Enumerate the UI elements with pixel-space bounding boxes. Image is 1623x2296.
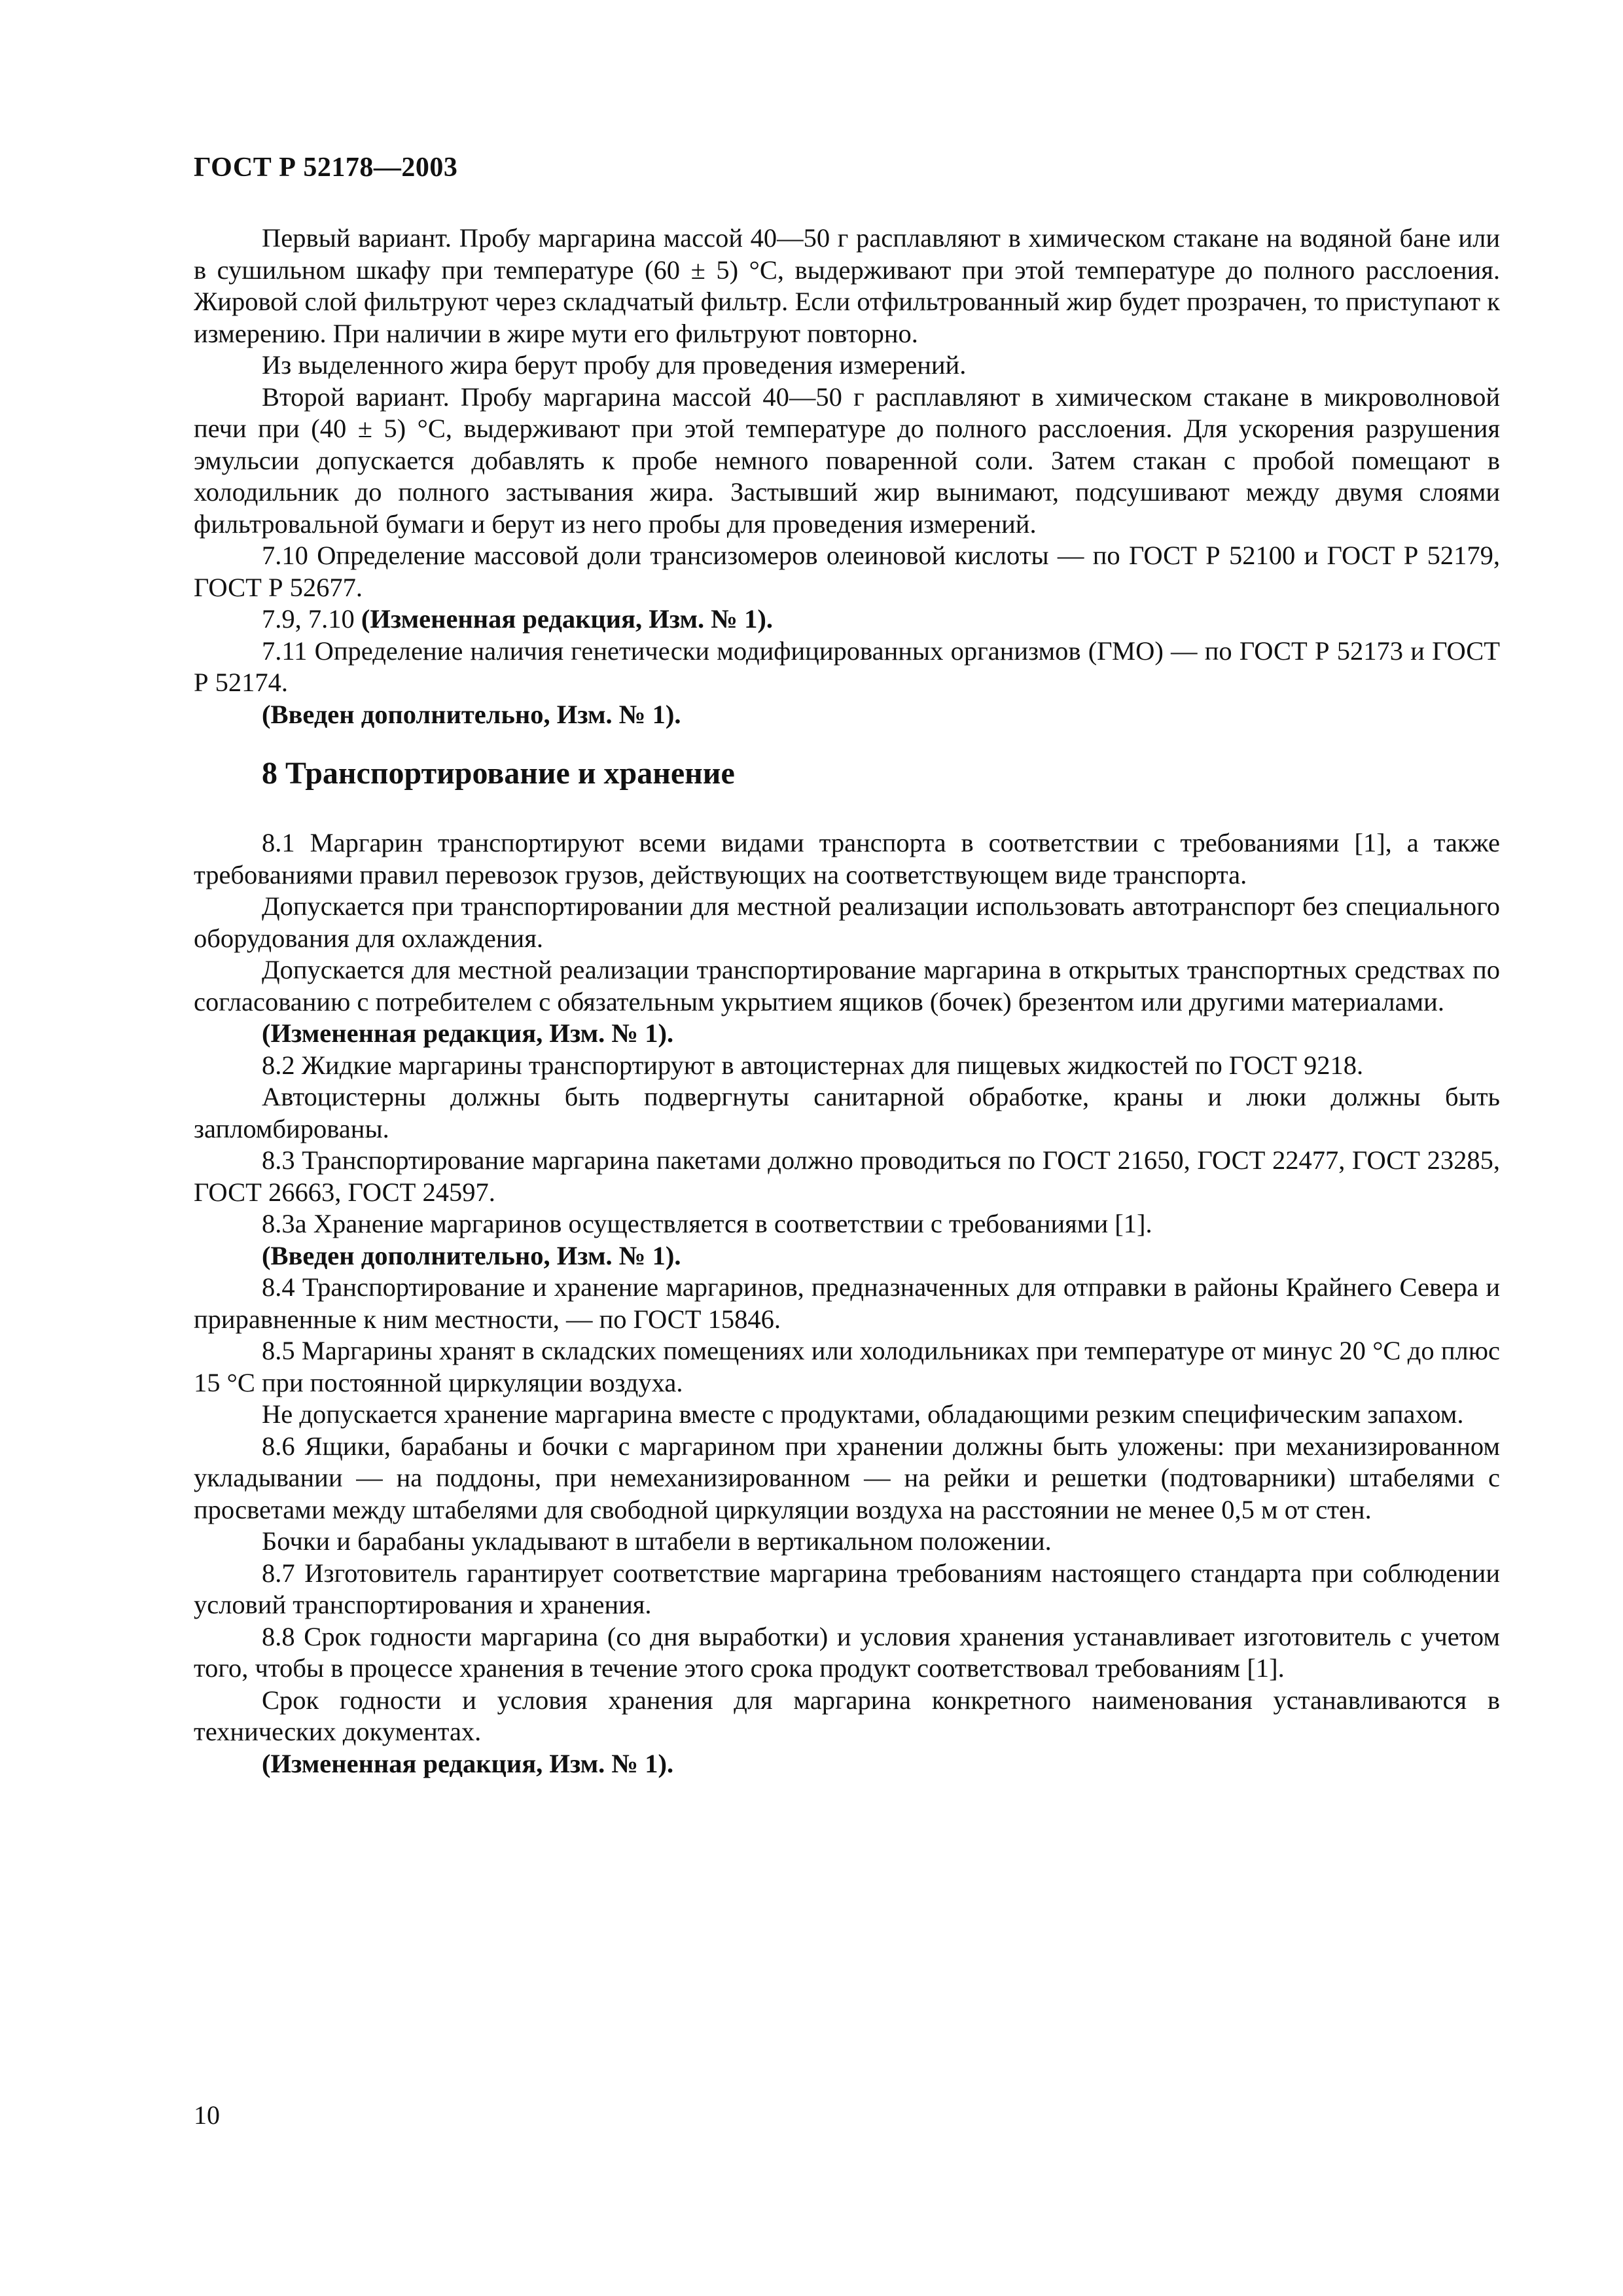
amendment-note-bold: (Измененная редакция, Изм. № 1). (361, 604, 773, 634)
paragraph-first-variant: Первый вариант. Пробу маргарина массой 40—50 г расплавляют в химическом стакане на водяной бане или в сушильном шкафу при температуре (60 ± 5) °С, выдерживают при этой температуре до полного расслоения. Жировой слой фильтруют через складчатый фильтр. Если отфильтрованный жир будет прозрачен, то приступают к измерению. При наличии в жире мути его фильтруют повторно. (194, 223, 1500, 348)
paragraph-8-6: 8.6 Ящики, барабаны и бочки с маргарином при хранении должны быть уложены: при механизированном укладывании — на поддоны, при немеханизированном — на рейки и решетки (подтоварники) штабелями с просветами между штабелями для свободной циркуляции воздуха на расстоянии не менее 0,5 м от стен. (194, 1431, 1500, 1524)
paragraph-8-8-shelf-life: Срок годности и условия хранения для маргарина конкретного наименования устанавливаются в технических документах. (194, 1685, 1500, 1746)
document-header: ГОСТ Р 52178—2003 (194, 152, 458, 183)
paragraph-8-3: 8.3 Транспортирование маргарина пакетами должно проводиться по ГОСТ 21650, ГОСТ 22477, ГОСТ 23285, ГОСТ 26663, ГОСТ 24597. (194, 1145, 1500, 1207)
paragraph-8-3a: 8.3а Хранение маргаринов осуществляется в соответствии с требованиями [1]. (262, 1209, 1152, 1238)
amendment-note-8-1: (Измененная редакция, Изм. № 1). (262, 1018, 674, 1048)
document-body (194, 223, 1500, 1780)
paragraph-sample-taking: Из выделенного жира берут пробу для проведения измерений. (262, 350, 967, 380)
paragraph-8-8: 8.8 Срок годности маргарина (со дня выработки) и условия хранения устанавливает изготовитель с учетом того, чтобы в процессе хранения в течение этого срока продукт соответствовал требованиям [1]. (194, 1621, 1500, 1683)
paragraph-8-6-barrels: Бочки и барабаны укладывают в штабели в вертикальном положении. (262, 1526, 1052, 1556)
section-8-title: 8 Транспортирование и хранение (262, 756, 735, 791)
amendment-note-8-3a: (Введен дополнительно, Изм. № 1). (262, 1240, 681, 1270)
amendment-note-prefix: 7.9, 7.10 (262, 604, 361, 634)
paragraph-8-1-open-transport: Допускается для местной реализации транспортирование маргарина в открытых транспортных средствах по согласованию с потребителем с обязательным укрытием ящиков (бочек) брезентом или другими материалами. (194, 955, 1500, 1016)
paragraph-8-1-local: Допускается при транспортировании для местной реализации использовать автотранспорт без специального оборудования для охлаждения. (194, 891, 1500, 953)
paragraph-7-10: 7.10 Определение массовой доли трансизомеров олеиновой кислоты — по ГОСТ Р 52100 и ГОСТ Р 52179, ГОСТ Р 52677. (194, 541, 1500, 602)
paragraph-8-2-tankers: Автоцистерны должны быть подвергнуты санитарной обработке, краны и люки должны быть запломбированы. (194, 1082, 1500, 1143)
paragraph-8-4: 8.4 Транспортирование и хранение маргаринов, предназначенных для отправки в районы Крайнего Севера и приравненные к ним местности, — по ГОСТ 15846. (194, 1272, 1500, 1334)
amendment-note-7-9 (194, 603, 1500, 636)
paragraph-7-11: 7.11 Определение наличия генетически модифицированных организмов (ГМО) — по ГОСТ Р 52173 и ГОСТ Р 52174. (194, 636, 1500, 697)
paragraph-second-variant: Второй вариант. Пробу маргарина массой 40—50 г расплавляют в химическом стакане в микроволновой печи при (40 ± 5) °С, выдерживают при этой температуре до полного расслоения. Для ускорения разрушения эмульсии допускается добавлять к пробе немного поваренной соли. Затем стакан с пробой помещают в холодильник до полного застывания жира. Застывший жир вынимают, подсушивают между двумя слоями фильтровальной бумаги и берут из него пробы для проведения измерений. (194, 382, 1500, 539)
amendment-note-7-11: (Введен дополнительно, Изм. № 1). (262, 699, 681, 729)
paragraph-8-7: 8.7 Изготовитель гарантирует соответствие маргарина требованиям настоящего стандарта при соблюдении условий транспортирования и хранения. (194, 1558, 1500, 1619)
paragraph-8-5: 8.5 Маргарины хранят в складских помещениях или холодильниках при температуре от минус 20 °С до плюс 15 °С при постоянной циркуляции воздуха. (194, 1336, 1500, 1397)
amendment-note-8-8: (Измененная редакция, Изм. № 1). (262, 1748, 674, 1778)
paragraph-8-1: 8.1 Маргарин транспортируют всеми видами транспорта в соответствии с требованиями [1], а также требованиями правил перевозок грузов, действующих на соответствующем виде транспорта. (194, 828, 1500, 889)
page-number: 10 (194, 2100, 220, 2130)
paragraph-8-5-odor: Не допускается хранение маргарина вместе с продуктами, обладающими резким специфическим запахом. (262, 1399, 1464, 1429)
paragraph-8-2: 8.2 Жидкие маргарины транспортируют в автоцистернах для пищевых жидкостей по ГОСТ 9218. (262, 1050, 1364, 1080)
